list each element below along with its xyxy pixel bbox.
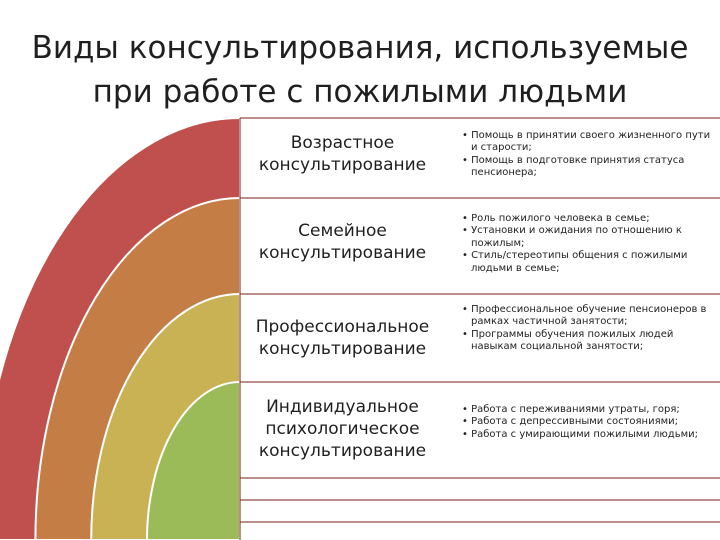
- list-item: • Работа с умирающими пожилыми людьми;: [462, 429, 718, 441]
- bullet-list: [462, 304, 718, 354]
- row-family: [240, 198, 720, 294]
- row-individual: [240, 382, 720, 478]
- list-item: • Роль пожилого человека в семье;: [462, 213, 718, 225]
- list-item: • Помощь в подготовке принятия статуса пенсионера;: [462, 155, 718, 180]
- list-item: • Стиль/стереотипы общения с пожилыми людьми в семье;: [462, 250, 718, 275]
- bullet-list: [462, 130, 718, 180]
- list-item: • Установки и ожидания по отношению к пожилым;: [462, 225, 718, 250]
- row-label: Семейное консультирование: [258, 221, 427, 263]
- row-label: Профессиональное консультирование: [255, 317, 430, 359]
- bullet-list: [462, 404, 718, 441]
- title-line-1: Виды консультирования, используемые: [31, 30, 689, 66]
- bullet-list: [462, 213, 718, 275]
- title-line-2: при работе с пожилыми людьми: [92, 74, 628, 110]
- list-item: • Работа с переживаниями утраты, горя;: [462, 404, 718, 416]
- list-item: • Профессиональное обучение пенсионеров в рамках частичной занятости;: [462, 304, 718, 329]
- list-item: • Работа с депрессивными состояниями;: [462, 416, 718, 428]
- row-label: Индивидуальное психологическое консультирование: [258, 397, 427, 461]
- row-age: [240, 118, 720, 198]
- list-item: • Помощь в принятии своего жизненного пути и старости;: [462, 130, 718, 155]
- row-professional: [240, 294, 720, 382]
- list-item: • Программы обучения пожилых людей навыкам социальной занятости;: [462, 329, 718, 354]
- row-label: Возрастное консультирование: [258, 133, 427, 175]
